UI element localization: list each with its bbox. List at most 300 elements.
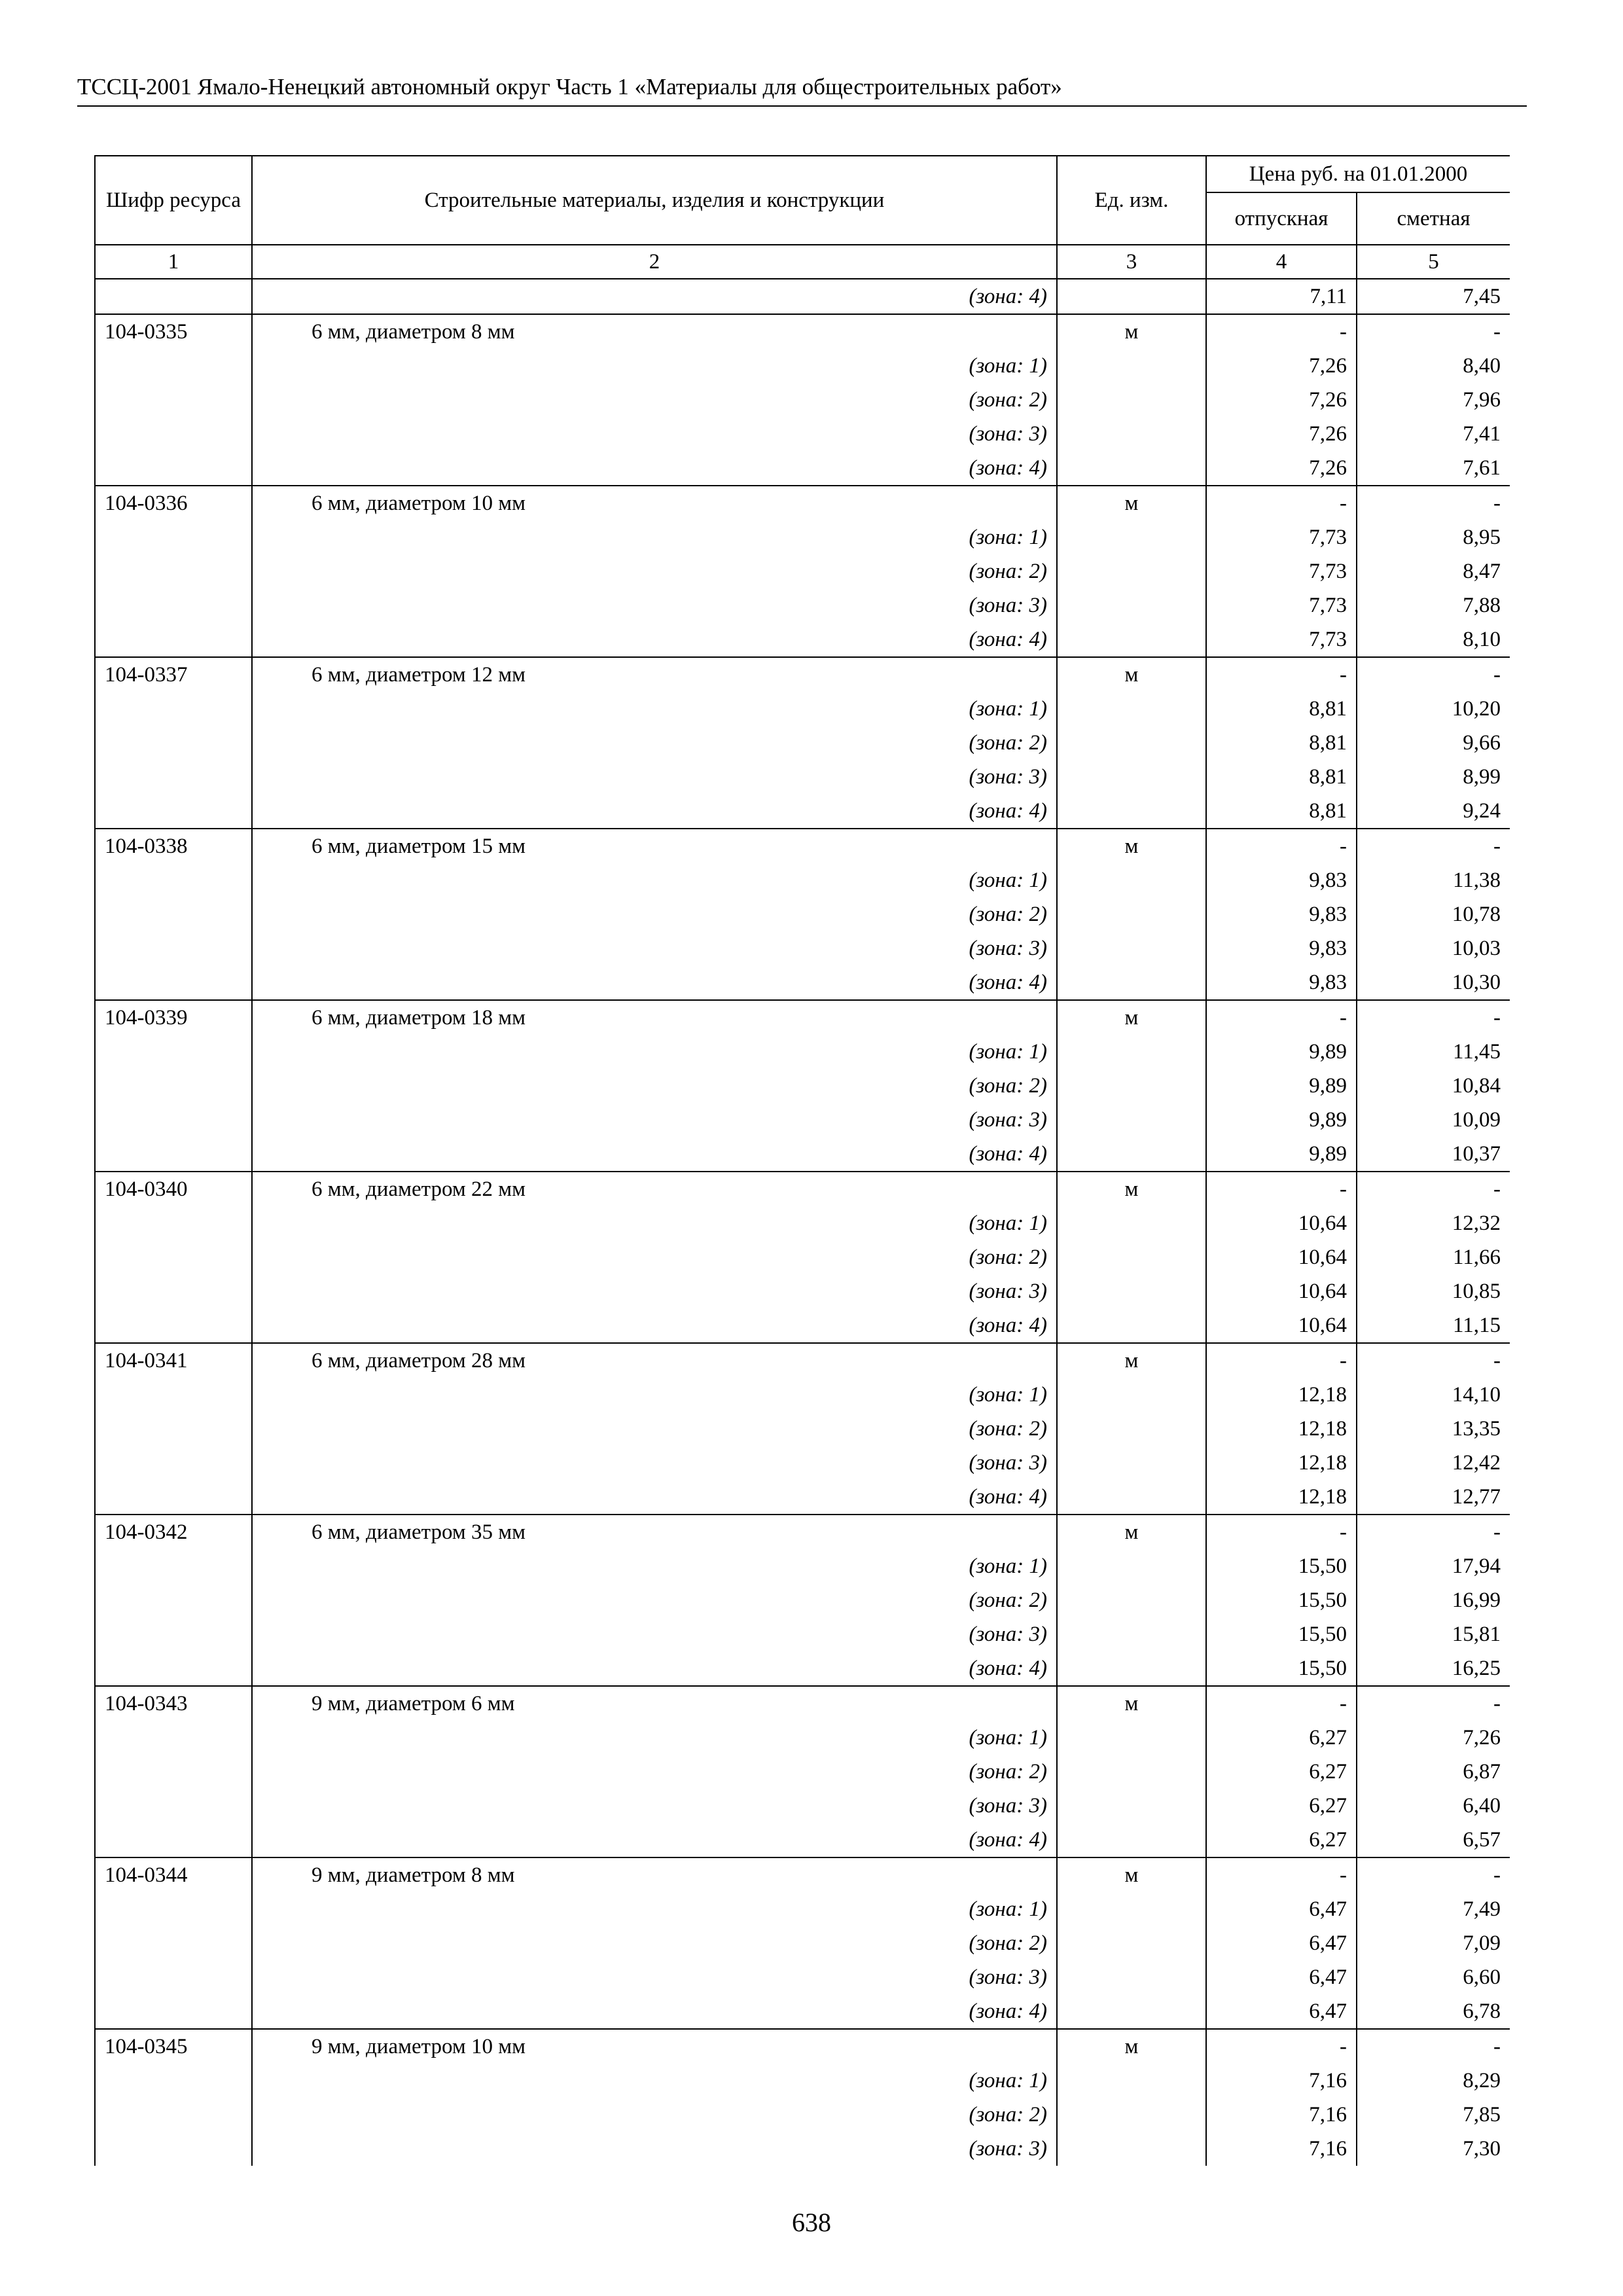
code-cell <box>95 1823 252 1857</box>
zone-label: (зона: 1) <box>252 1721 1057 1755</box>
estimate-price-cell: 6,40 <box>1357 1789 1510 1823</box>
estimate-price-cell: 10,03 <box>1357 931 1510 965</box>
release-price-cell: 6,27 <box>1206 1789 1357 1823</box>
zone-row <box>95 1823 1510 1857</box>
zone-row <box>95 1549 1510 1583</box>
release-price-cell: 15,50 <box>1206 1583 1357 1617</box>
zone-row <box>95 1480 1510 1515</box>
release-price-cell: 12,18 <box>1206 1412 1357 1446</box>
unit-cell <box>1057 863 1206 897</box>
release-price-cell: 6,47 <box>1206 1994 1357 2029</box>
zone-row <box>95 451 1510 486</box>
estimate-price-cell: - <box>1357 1686 1510 1721</box>
release-price-cell: - <box>1206 1000 1357 1035</box>
zone-label: (зона: 3) <box>252 2132 1057 2166</box>
code-cell <box>95 1103 252 1137</box>
resource-name: 6 мм, диаметром 18 мм <box>252 1000 1057 1035</box>
code-cell <box>95 1274 252 1308</box>
estimate-price-cell: 8,95 <box>1357 520 1510 554</box>
unit-cell <box>1057 2132 1206 2166</box>
code-cell <box>95 1721 252 1755</box>
unit-cell <box>1057 931 1206 965</box>
release-price-cell: 8,81 <box>1206 794 1357 829</box>
estimate-price-cell: 9,66 <box>1357 726 1510 760</box>
zone-label: (зона: 1) <box>252 692 1057 726</box>
resource-name: 6 мм, диаметром 28 мм <box>252 1343 1057 1378</box>
unit-cell <box>1057 2098 1206 2132</box>
resource-code: 104-0336 <box>95 486 252 520</box>
zone-label: (зона: 2) <box>252 1412 1057 1446</box>
estimate-price-cell: - <box>1357 486 1510 520</box>
resource-row <box>95 314 1510 349</box>
zone-label: (зона: 3) <box>252 1617 1057 1651</box>
zone-row <box>95 554 1510 588</box>
price-table-container <box>94 155 1510 2166</box>
release-price-cell: - <box>1206 1686 1357 1721</box>
release-price-cell: 7,16 <box>1206 2132 1357 2166</box>
code-cell <box>95 760 252 794</box>
unit-cell <box>1057 1446 1206 1480</box>
unit-cell <box>1057 520 1206 554</box>
estimate-price-cell: 9,24 <box>1357 794 1510 829</box>
release-price-cell: 8,81 <box>1206 692 1357 726</box>
column-number: 5 <box>1357 245 1510 279</box>
estimate-price-cell: 11,38 <box>1357 863 1510 897</box>
unit-cell <box>1057 1583 1206 1617</box>
estimate-price-cell: - <box>1357 1515 1510 1549</box>
unit-cell <box>1057 1549 1206 1583</box>
resource-code: 104-0341 <box>95 1343 252 1378</box>
zone-label: (зона: 3) <box>252 1274 1057 1308</box>
zone-label: (зона: 4) <box>252 279 1057 314</box>
release-price-cell: 12,18 <box>1206 1378 1357 1412</box>
code-cell <box>95 692 252 726</box>
resource-code: 104-0345 <box>95 2029 252 2064</box>
zone-label: (зона: 3) <box>252 1789 1057 1823</box>
estimate-price-cell: - <box>1357 2029 1510 2064</box>
code-cell <box>95 1137 252 1172</box>
code-cell <box>95 1308 252 1343</box>
column-header-unit: Ед. изм. <box>1057 156 1206 245</box>
code-cell <box>95 588 252 622</box>
zone-label: (зона: 2) <box>252 1240 1057 1274</box>
unit-cell <box>1057 1240 1206 1274</box>
zone-row <box>95 1137 1510 1172</box>
unit-cell <box>1057 349 1206 383</box>
estimate-price-cell: 7,85 <box>1357 2098 1510 2132</box>
estimate-price-cell: 7,96 <box>1357 383 1510 417</box>
unit-cell <box>1057 1892 1206 1926</box>
estimate-price-cell: 12,32 <box>1357 1206 1510 1240</box>
estimate-price-cell: 8,29 <box>1357 2064 1510 2098</box>
estimate-price-cell: 10,20 <box>1357 692 1510 726</box>
release-price-cell: 9,89 <box>1206 1035 1357 1069</box>
zone-row <box>95 383 1510 417</box>
zone-label: (зона: 1) <box>252 1035 1057 1069</box>
release-price-cell: 6,47 <box>1206 1960 1357 1994</box>
code-cell <box>95 349 252 383</box>
unit-cell <box>1057 726 1206 760</box>
code-cell <box>95 1789 252 1823</box>
resource-name: 6 мм, диаметром 35 мм <box>252 1515 1057 1549</box>
zone-row <box>95 1308 1510 1343</box>
code-cell <box>95 1412 252 1446</box>
estimate-price-cell: 6,60 <box>1357 1960 1510 1994</box>
release-price-cell: 6,27 <box>1206 1721 1357 1755</box>
header-rule <box>77 105 1527 107</box>
release-price-cell: 7,26 <box>1206 417 1357 451</box>
unit-cell <box>1057 1651 1206 1686</box>
code-cell <box>95 1755 252 1789</box>
release-price-cell: 6,27 <box>1206 1755 1357 1789</box>
code-cell <box>95 863 252 897</box>
release-price-cell: 7,73 <box>1206 554 1357 588</box>
unit-cell <box>1057 1274 1206 1308</box>
unit-cell <box>1057 279 1206 314</box>
code-cell <box>95 451 252 486</box>
zone-label: (зона: 2) <box>252 1755 1057 1789</box>
zone-row <box>95 1617 1510 1651</box>
code-cell <box>95 1926 252 1960</box>
estimate-price-cell: - <box>1357 314 1510 349</box>
code-cell <box>95 520 252 554</box>
unit-cell <box>1057 554 1206 588</box>
zone-label: (зона: 1) <box>252 1549 1057 1583</box>
resource-name: 6 мм, диаметром 22 мм <box>252 1172 1057 1206</box>
estimate-price-cell: 7,30 <box>1357 2132 1510 2166</box>
release-price-cell: - <box>1206 314 1357 349</box>
zone-label: (зона: 4) <box>252 1137 1057 1172</box>
zone-label: (зона: 1) <box>252 1378 1057 1412</box>
zone-row <box>95 931 1510 965</box>
code-cell <box>95 383 252 417</box>
unit-cell: м <box>1057 1686 1206 1721</box>
unit-cell <box>1057 622 1206 657</box>
estimate-price-cell: 7,49 <box>1357 1892 1510 1926</box>
release-price-cell: - <box>1206 1343 1357 1378</box>
estimate-price-cell: 10,37 <box>1357 1137 1510 1172</box>
estimate-price-cell: 10,84 <box>1357 1069 1510 1103</box>
code-cell <box>95 1240 252 1274</box>
estimate-price-cell: 8,47 <box>1357 554 1510 588</box>
code-cell <box>95 1378 252 1412</box>
resource-code: 104-0337 <box>95 657 252 692</box>
unit-cell <box>1057 1960 1206 1994</box>
resource-name: 6 мм, диаметром 8 мм <box>252 314 1057 349</box>
release-price-cell: 9,83 <box>1206 931 1357 965</box>
code-cell <box>95 2064 252 2098</box>
resource-code: 104-0339 <box>95 1000 252 1035</box>
zone-label: (зона: 4) <box>252 1480 1057 1515</box>
estimate-price-cell: - <box>1357 1857 1510 1892</box>
unit-cell <box>1057 965 1206 1000</box>
unit-cell <box>1057 1823 1206 1857</box>
code-cell <box>95 1069 252 1103</box>
release-price-cell: 15,50 <box>1206 1617 1357 1651</box>
unit-cell <box>1057 1755 1206 1789</box>
estimate-price-cell: - <box>1357 829 1510 863</box>
unit-cell <box>1057 417 1206 451</box>
release-price-cell: 9,89 <box>1206 1103 1357 1137</box>
zone-label: (зона: 1) <box>252 349 1057 383</box>
release-price-cell: - <box>1206 486 1357 520</box>
zone-label: (зона: 3) <box>252 1103 1057 1137</box>
zone-row <box>95 588 1510 622</box>
zone-label: (зона: 1) <box>252 1206 1057 1240</box>
resource-row <box>95 1515 1510 1549</box>
zone-label: (зона: 2) <box>252 726 1057 760</box>
code-cell <box>95 1206 252 1240</box>
unit-cell <box>1057 1412 1206 1446</box>
unit-cell <box>1057 383 1206 417</box>
zone-label: (зона: 2) <box>252 1069 1057 1103</box>
code-cell <box>95 965 252 1000</box>
release-price-cell: 12,18 <box>1206 1446 1357 1480</box>
estimate-price-cell: 7,88 <box>1357 588 1510 622</box>
column-number: 1 <box>95 245 252 279</box>
zone-label: (зона: 3) <box>252 760 1057 794</box>
zone-row <box>95 417 1510 451</box>
release-price-cell: 8,81 <box>1206 760 1357 794</box>
code-cell <box>95 279 252 314</box>
zone-row <box>95 1789 1510 1823</box>
column-number: 4 <box>1206 245 1357 279</box>
zone-row <box>95 520 1510 554</box>
zone-label: (зона: 3) <box>252 1960 1057 1994</box>
estimate-price-cell: 7,41 <box>1357 417 1510 451</box>
unit-cell <box>1057 897 1206 931</box>
code-cell <box>95 931 252 965</box>
zone-row <box>95 965 1510 1000</box>
unit-cell <box>1057 1035 1206 1069</box>
zone-label: (зона: 4) <box>252 965 1057 1000</box>
code-cell <box>95 1651 252 1686</box>
zone-label: (зона: 2) <box>252 1583 1057 1617</box>
release-price-cell: - <box>1206 1515 1357 1549</box>
estimate-price-cell: 11,66 <box>1357 1240 1510 1274</box>
release-price-cell: 7,26 <box>1206 349 1357 383</box>
resource-code: 104-0343 <box>95 1686 252 1721</box>
zone-row <box>95 2098 1510 2132</box>
resource-code: 104-0344 <box>95 1857 252 1892</box>
unit-cell <box>1057 794 1206 829</box>
unit-cell <box>1057 1103 1206 1137</box>
release-price-cell: 7,73 <box>1206 520 1357 554</box>
zone-row <box>95 760 1510 794</box>
estimate-price-cell: 8,40 <box>1357 349 1510 383</box>
zone-label: (зона: 1) <box>252 863 1057 897</box>
zone-label: (зона: 4) <box>252 1651 1057 1686</box>
release-price-cell: 9,89 <box>1206 1069 1357 1103</box>
zone-row <box>95 1240 1510 1274</box>
unit-cell <box>1057 1721 1206 1755</box>
resource-name: 9 мм, диаметром 8 мм <box>252 1857 1057 1892</box>
release-price-cell: - <box>1206 2029 1357 2064</box>
resource-row <box>95 657 1510 692</box>
document-header: ТССЦ-2001 Ямало-Ненецкий автономный округ Часть 1 «Материалы для общестроительных работ» <box>77 74 1062 99</box>
resource-name: 9 мм, диаметром 6 мм <box>252 1686 1057 1721</box>
code-cell <box>95 554 252 588</box>
page-number: 638 <box>792 2208 831 2237</box>
zone-label: (зона: 4) <box>252 794 1057 829</box>
release-price-cell: 15,50 <box>1206 1651 1357 1686</box>
zone-row <box>95 1412 1510 1446</box>
estimate-price-cell: - <box>1357 1343 1510 1378</box>
release-price-cell: 9,83 <box>1206 965 1357 1000</box>
resource-row <box>95 1172 1510 1206</box>
column-header-name: Строительные материалы, изделия и конструкции <box>252 156 1057 245</box>
release-price-cell: 12,18 <box>1206 1480 1357 1515</box>
resource-code: 104-0335 <box>95 314 252 349</box>
zone-row <box>95 863 1510 897</box>
code-cell <box>95 2098 252 2132</box>
unit-cell <box>1057 588 1206 622</box>
code-cell <box>95 794 252 829</box>
zone-row <box>95 1446 1510 1480</box>
code-cell <box>95 622 252 657</box>
unit-cell: м <box>1057 314 1206 349</box>
column-number: 2 <box>252 245 1057 279</box>
estimate-price-cell: 14,10 <box>1357 1378 1510 1412</box>
zone-label: (зона: 2) <box>252 554 1057 588</box>
estimate-price-cell: 15,81 <box>1357 1617 1510 1651</box>
zone-label: (зона: 4) <box>252 1994 1057 2029</box>
resource-name: 6 мм, диаметром 15 мм <box>252 829 1057 863</box>
release-price-cell: 7,73 <box>1206 588 1357 622</box>
unit-cell <box>1057 1994 1206 2029</box>
release-price-cell: 9,83 <box>1206 897 1357 931</box>
unit-cell <box>1057 1206 1206 1240</box>
code-cell <box>95 1583 252 1617</box>
zone-label: (зона: 4) <box>252 1308 1057 1343</box>
unit-cell <box>1057 1480 1206 1515</box>
unit-cell: м <box>1057 1857 1206 1892</box>
estimate-price-cell: 12,42 <box>1357 1446 1510 1480</box>
unit-cell <box>1057 760 1206 794</box>
estimate-price-cell: 6,57 <box>1357 1823 1510 1857</box>
zone-label: (зона: 3) <box>252 588 1057 622</box>
zone-label: (зона: 1) <box>252 2064 1057 2098</box>
release-price-cell: 7,26 <box>1206 451 1357 486</box>
resource-row <box>95 2029 1510 2064</box>
zone-row <box>95 1206 1510 1240</box>
resource-name: 9 мм, диаметром 10 мм <box>252 2029 1057 2064</box>
resource-row <box>95 486 1510 520</box>
zone-row <box>95 1583 1510 1617</box>
release-price-cell: 10,64 <box>1206 1206 1357 1240</box>
zone-label: (зона: 4) <box>252 1823 1057 1857</box>
release-price-cell: 15,50 <box>1206 1549 1357 1583</box>
zone-row <box>95 2132 1510 2166</box>
unit-cell: м <box>1057 1343 1206 1378</box>
code-cell <box>95 1549 252 1583</box>
column-header-price-group: Цена руб. на 01.01.2000 <box>1206 156 1510 192</box>
zone-row <box>95 1960 1510 1994</box>
estimate-price-cell: 6,87 <box>1357 1755 1510 1789</box>
estimate-price-cell: 11,15 <box>1357 1308 1510 1343</box>
zone-row <box>95 794 1510 829</box>
zone-row <box>95 692 1510 726</box>
zone-label: (зона: 2) <box>252 383 1057 417</box>
unit-cell <box>1057 1926 1206 1960</box>
estimate-price-cell: 8,99 <box>1357 760 1510 794</box>
column-header-release-price: отпускная <box>1206 192 1357 245</box>
resource-row <box>95 1857 1510 1892</box>
estimate-price-cell: 17,94 <box>1357 1549 1510 1583</box>
code-cell <box>95 1446 252 1480</box>
release-price-cell: 6,47 <box>1206 1892 1357 1926</box>
unit-cell <box>1057 1069 1206 1103</box>
column-header-estimate-price: сметная <box>1357 192 1510 245</box>
unit-cell: м <box>1057 1172 1206 1206</box>
release-price-cell: 7,16 <box>1206 2098 1357 2132</box>
unit-cell: м <box>1057 2029 1206 2064</box>
unit-cell <box>1057 2064 1206 2098</box>
estimate-price-cell: 10,09 <box>1357 1103 1510 1137</box>
zone-label: (зона: 2) <box>252 1926 1057 1960</box>
release-price-cell: 7,11 <box>1206 279 1357 314</box>
unit-cell <box>1057 1789 1206 1823</box>
release-price-cell: 7,16 <box>1206 2064 1357 2098</box>
zone-row <box>95 349 1510 383</box>
resource-code: 104-0342 <box>95 1515 252 1549</box>
zone-row <box>95 2064 1510 2098</box>
zone-label: (зона: 3) <box>252 931 1057 965</box>
zone-row <box>95 1755 1510 1789</box>
unit-cell: м <box>1057 657 1206 692</box>
release-price-cell: - <box>1206 1172 1357 1206</box>
price-table <box>94 155 1510 2166</box>
estimate-price-cell: 10,85 <box>1357 1274 1510 1308</box>
continuation-row <box>95 279 1510 314</box>
resource-code: 104-0340 <box>95 1172 252 1206</box>
estimate-price-cell: 8,10 <box>1357 622 1510 657</box>
unit-cell <box>1057 451 1206 486</box>
release-price-cell: 9,89 <box>1206 1137 1357 1172</box>
estimate-price-cell: - <box>1357 1000 1510 1035</box>
unit-cell <box>1057 692 1206 726</box>
column-number: 3 <box>1057 245 1206 279</box>
zone-row <box>95 1651 1510 1686</box>
release-price-cell: - <box>1206 1857 1357 1892</box>
zone-row <box>95 622 1510 657</box>
code-cell <box>95 1994 252 2029</box>
zone-row <box>95 1103 1510 1137</box>
resource-row <box>95 829 1510 863</box>
estimate-price-cell: 11,45 <box>1357 1035 1510 1069</box>
release-price-cell: 8,81 <box>1206 726 1357 760</box>
resource-row <box>95 1686 1510 1721</box>
resource-name: 6 мм, диаметром 12 мм <box>252 657 1057 692</box>
code-cell <box>95 1960 252 1994</box>
resource-code: 104-0338 <box>95 829 252 863</box>
code-cell <box>95 1035 252 1069</box>
zone-row <box>95 1035 1510 1069</box>
code-cell <box>95 1892 252 1926</box>
zone-label: (зона: 2) <box>252 2098 1057 2132</box>
release-price-cell: 10,64 <box>1206 1240 1357 1274</box>
zone-row <box>95 1926 1510 1960</box>
price-table-body <box>95 279 1510 2166</box>
zone-label: (зона: 2) <box>252 897 1057 931</box>
zone-label: (зона: 1) <box>252 520 1057 554</box>
resource-name: 6 мм, диаметром 10 мм <box>252 486 1057 520</box>
column-header-code: Шифр ресурса <box>95 156 252 245</box>
code-cell <box>95 1480 252 1515</box>
release-price-cell: 6,47 <box>1206 1926 1357 1960</box>
release-price-cell: 10,64 <box>1206 1308 1357 1343</box>
estimate-price-cell: 7,61 <box>1357 451 1510 486</box>
